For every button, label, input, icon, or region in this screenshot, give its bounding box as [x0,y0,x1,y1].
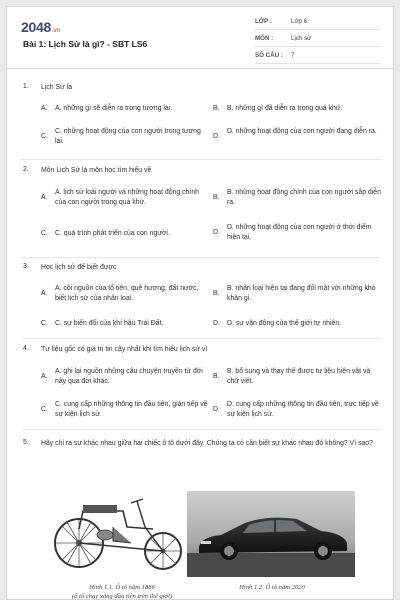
question-number: 2. [23,166,29,173]
option-text: C. những hoạt động của con người trong tương lai. [55,128,201,145]
question-text: Lịch Sử là [41,84,73,91]
option-letter: A. [41,373,48,380]
question-text: Môn Lịch Sử là môn học tìm hiểu về [41,167,152,174]
option-text: D. cung cấp những thông tin đầu tiên, trực tiếp về sự kiện lịch sử. [227,401,379,418]
question-text: Hãy chỉ ra sự khác nhau giữa hai chiếc ô tô dưới đây. Chúng ta có cần biết sự khác nhau đó không? Vì sao? [41,440,373,447]
figure-1-caption [47,583,197,600]
question-number: 1. [23,83,29,90]
option-letter: B. [213,194,220,201]
option-text: C. cung cấp những thông tin đầu tiên, gián tiếp về sự kiện lịch sử. [55,401,208,418]
option-text: D. những hoạt động của con người đang diễn ra. [227,128,377,135]
option-text: A. lịch sử loài người và những hoạt động chính của con người trong quá khứ. [55,189,200,206]
meta-row-class [255,15,381,30]
logo-domain: .vn [51,28,60,34]
question-text: Tư liệu gốc có giá trị tin cậy nhất khi tìm hiểu lịch sử vì [41,346,208,353]
site-logo[interactable] [21,19,60,35]
option-letter: A. [41,105,48,112]
page-title: Bài 1: Lịch Sử là gì? - SBT LS6 [23,39,148,49]
option-text: A. cội nguồn của tổ tiên, quê hương, đất nước, biết lịch sử của nhân loại. [55,285,199,302]
meta-key: LỚP : [255,18,272,25]
modern-car-2020-image [187,491,355,577]
option-letter: D. [213,406,220,413]
figure-2-caption [207,583,337,592]
meta-value: Lịch sử [291,35,312,42]
caption-line: Hình 1.1. Ô tô năm 1886 [89,584,155,591]
question-divider [21,338,381,339]
option-letter: D. [213,133,220,140]
option-text: B. nhân loại hiện tại đang đối mặt với những khó khăn gì. [227,285,376,302]
meta-key: MÔN : [255,35,274,42]
worksheet-header [7,7,394,69]
option-text: C. quá trình phát triển của con người. [55,230,170,237]
meta-value: Lớp 6 [291,18,308,25]
option-text: A. ghi lại nguồn những câu chuyện truyền từ đời này qua đời khác. [55,368,203,385]
question-divider [21,429,381,430]
meta-key: SỐ CÂU : [255,52,283,59]
logo-text: 2048 [21,19,51,35]
option-letter: D. [213,320,220,327]
meta-row-question-count [255,49,381,64]
question-number: 4. [23,345,29,352]
option-letter: C. [41,230,48,237]
question-divider [21,257,381,258]
option-letter: C. [41,133,48,140]
option-text: A. những gì sẽ diễn ra trong tương lai. [55,105,173,112]
question-text: Học lịch sử để biết được [41,264,117,271]
option-text: B. những hoạt động chính của con người sắp diễn ra. [227,189,381,206]
option-letter: C. [41,406,48,413]
meta-row-subject [255,32,381,47]
option-letter: A. [41,194,48,201]
option-letter: B. [213,373,220,380]
question-number: 3. [23,263,29,270]
option-text: B. bổ sung và thay thế được tư liệu hiện vật và chữ viết. [227,368,371,385]
option-text: D. những hoạt động của con người ở thời điểm hiện tại. [227,224,372,241]
option-letter: C. [41,320,48,327]
option-text: B. những gì đã diễn ra trong quá khứ. [227,105,343,112]
option-text: C. sự biến đổi của khí hậu Trái Đất. [55,320,164,327]
vintage-car-1886-image [53,491,191,579]
option-letter: B. [213,105,220,112]
option-letter: D. [213,229,220,236]
question-divider [21,159,381,160]
option-letter: B. [213,290,220,297]
option-text: D. sự vận động của thế giới tự nhiên. [227,320,342,327]
caption-line: Hình 1.2. Ô tô năm 2020 [239,584,305,591]
meta-value: 7 [291,52,295,59]
option-letter: A. [41,290,48,297]
question-number: 5. [23,439,29,446]
worksheet-page [6,6,394,600]
caption-line: (ô tô chạy xăng đầu tiên trên thế giới) [71,593,173,600]
